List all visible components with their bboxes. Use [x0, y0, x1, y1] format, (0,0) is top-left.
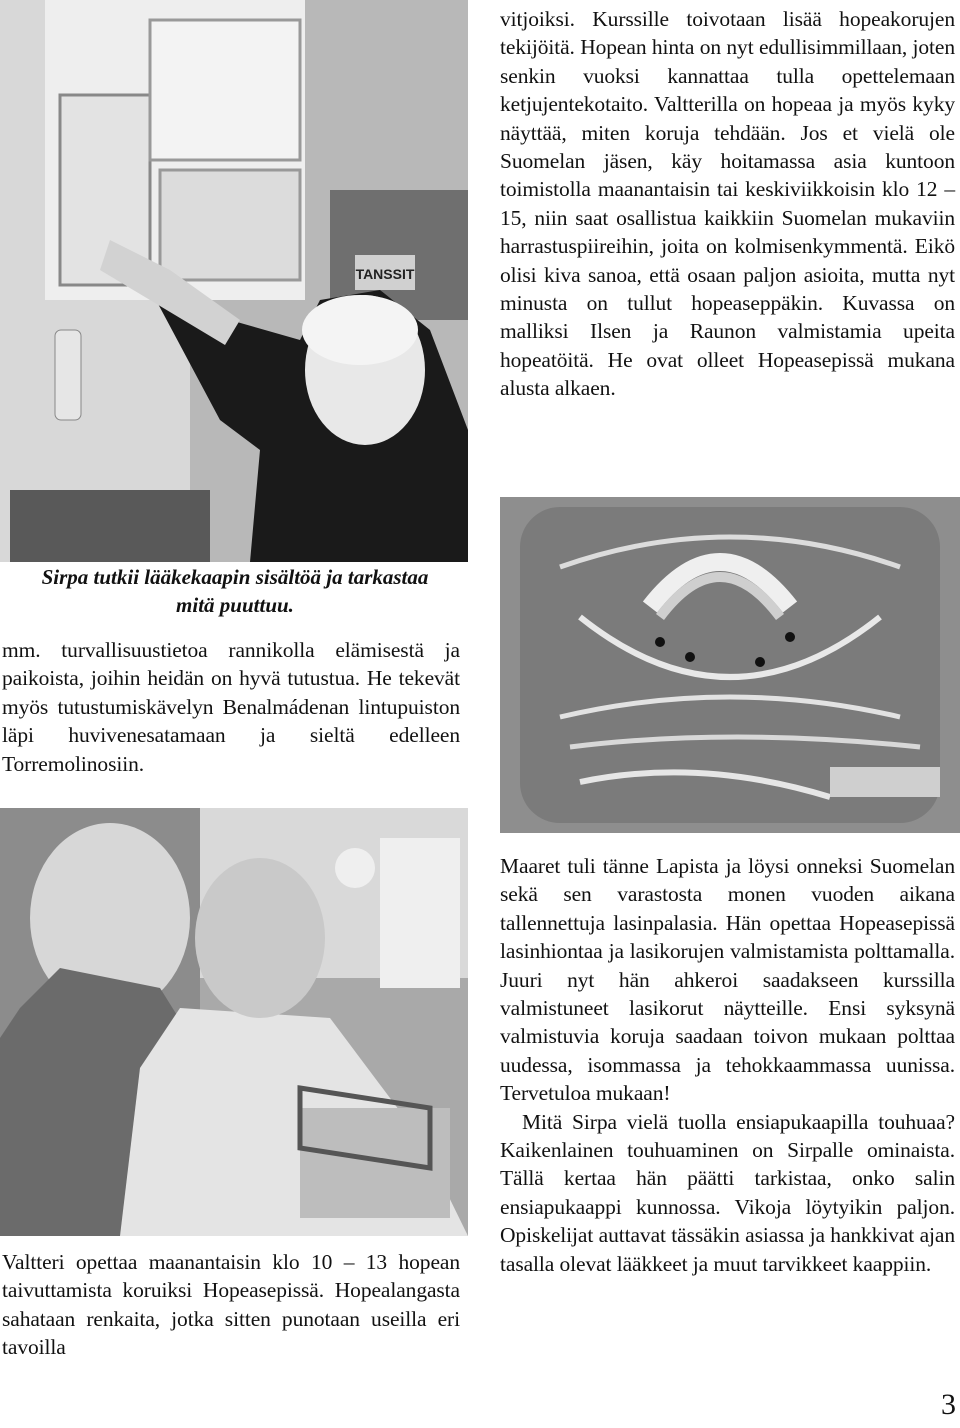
left-middle-paragraph: mm. turvallisuustietoa rannikolla elämisestä ja paikoista, joihin heidän on hyvä tutustua. He tekevät myös tutustumiskävelyn Benalmádenan lintupuiston läpi huvivenesatamaan ja sieltä edelleen Torremolinosiin.: [2, 638, 460, 776]
photo1-caption: Sirpa tutkii lääkekaapin sisältöä ja tarkastaa mitä puuttuu.: [41, 565, 429, 617]
left-bottom-text: [2, 1248, 460, 1362]
photo-sirpa-cabinet: [0, 0, 468, 562]
photo-valtteri-workshop: [0, 808, 468, 1236]
right-bottom-paragraph-2: Mitä Sirpa vielä tuolla ensiapukaapilla touhuaa? Kaikenlainen touhuaminen on Sirpalle ominaista. Tällä kertaa hän päätti tarkistaa, onko salin ensiapukaappi kunnossa. Vikoja löytyikin paljon. Opiskelijat auttavat tässäkin asiassa ja hankkivat ajan tasalla olevat lääkkeet ja muut tarvikkeet kaappiin.: [500, 1109, 955, 1276]
left-bottom-paragraph: Valtteri opettaa maanantaisin klo 10 – 13 hopean taivuttamista koruiksi Hopeasepissä. Hopealangasta sahataan renkaita, jotka sitten punotaan useilla eri tavoilla: [2, 1250, 460, 1360]
cabinet-sign: TANSSIT: [355, 266, 415, 282]
right-bottom-text: [500, 852, 955, 1278]
left-middle-text: [2, 636, 460, 778]
top-right-paragraph: vitjoiksi. Kurssille toivotaan lisää hopeakorujen tekijöitä. Hopean hinta on nyt edullisimmillaan, joten senkin vuoksi kannattaa tulla opettelemaan ketjujentekotaito. Valtterilla on hopeaa ja myös kyky näyttää, miten koruja tehdään. Jos et vielä ole Suomelan jäsen, käy hoitamassa asia kuntoon toimistolla maanantaisin tai keskiviikkoisin klo 12 – 15, niin saat osallistua kaikkiin Suomelan mukaviin harrastuspiireihin, joita on kolmisenkymmentä. Eikö olisi kiva sanoa, että osaan paljon asioita, mutta nyt minusta on tullut hopeaseppäkin. Kuvassa on malliksi Ilsen ja Raunon valmistamia upeita hopeatöitä. He ovat olleet Hopeasepissä mukana alusta alkaen.: [500, 7, 955, 401]
top-right-text: [500, 5, 955, 403]
page-number: 3: [941, 1388, 956, 1421]
photo-silver-jewelry: [500, 497, 960, 833]
right-bottom-paragraph-1: Maaret tuli tänne Lapista ja löysi onneksi Suomelan sekä sen varastosta monen vuoden aikana tallennettuja lasinpalasia. Hän opettaa Hopeasepissä lasinhiontaa ja lasikorujen valmistamista polttamalla. Juuri nyt hän ahkeroi saadakseen kurssilla valmistuneet lasikorut näytteille. Ensi syksynä valmistuvia koruja saadaan toivon mukaan polttaa uudessa, isommassa ja tehokkaammassa uunissa. Tervetuloa mukaan!: [500, 854, 955, 1106]
